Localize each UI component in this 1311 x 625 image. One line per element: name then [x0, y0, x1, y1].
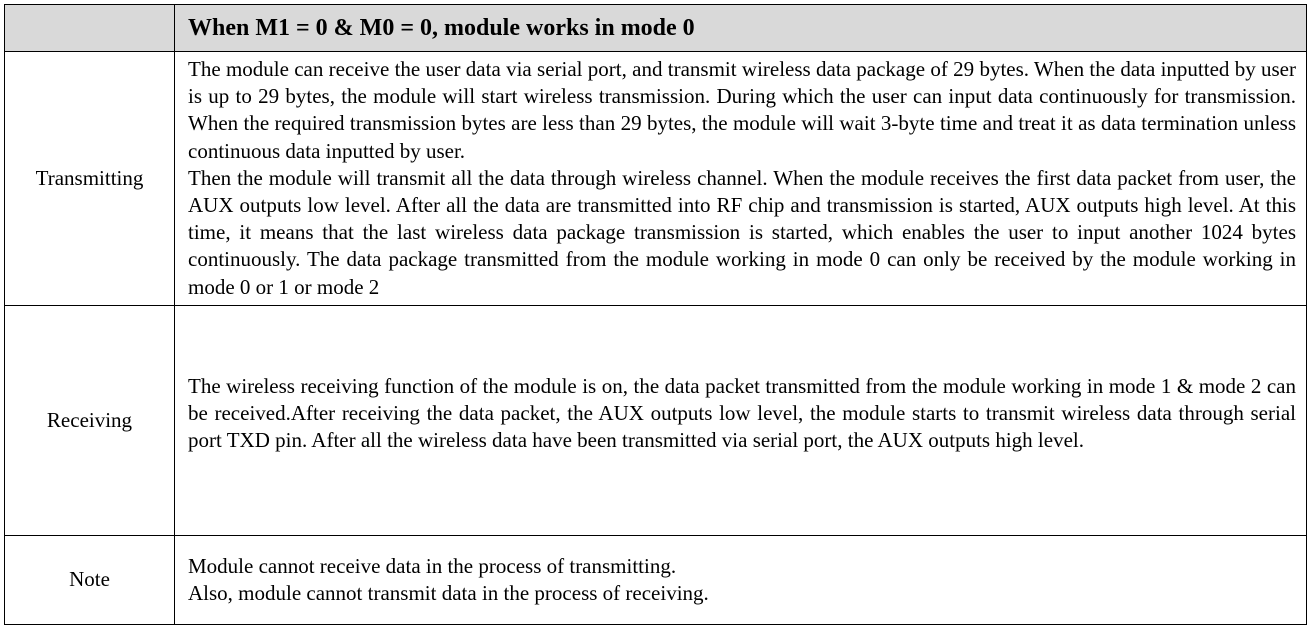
row-body-receiving [175, 305, 1307, 535]
row-label-receiving: Receiving [5, 305, 175, 535]
mode-0-table [4, 4, 1307, 625]
header-empty-cell [5, 5, 175, 52]
row-body-transmitting [175, 52, 1307, 306]
transmitting-paragraph-2: Then the module will transmit all the data through wireless channel. When the module receives the first data packet from user, the AUX outputs low level. After all the data are transmitted into RF chip and transmission is started, AUX outputs high level. At this time, it means that the last wireless data package transmission is started, which enables the user to input another 1024 bytes continuously. The data package transmitted from the module working in mode 0 can only be received by the module working in mode 0 or 1 or mode 2 [188, 165, 1296, 299]
note-line-2: Also, module cannot transmit data in the process of receiving. [188, 580, 709, 605]
receiving-paragraph-1: The wireless receiving function of the module is on, the data packet transmitted from the module working in mode 1 & mode 2 can be received.After receiving the data packet, the AUX outputs low level, the module starts to transmit wireless data through serial port TXD pin. After all the wireless data have been transmitted via serial port, the AUX outputs high level. [188, 373, 1296, 452]
row-label-transmitting: Transmitting [5, 52, 175, 306]
table-row-transmitting [5, 52, 1307, 306]
table-row-note [5, 535, 1307, 624]
note-line-1: Module cannot receive data in the process of transmitting. [188, 553, 677, 578]
table-title: When M1 = 0 & M0 = 0, module works in mode 0 [188, 15, 695, 41]
row-body-note [175, 535, 1307, 624]
table-header-row [5, 5, 1307, 52]
row-label-note: Note [5, 535, 175, 624]
header-title-cell [175, 5, 1307, 52]
transmitting-paragraph-1: The module can receive the user data via serial port, and transmit wireless data package of 29 bytes. When the data inputted by user is up to 29 bytes, the module will start wireless transmission. During which the user can input data continuously for transmission. When the required transmission bytes are less than 29 bytes, the module will wait 3-byte time and treat it as data termination unless continuous data inputted by user. [188, 57, 1296, 163]
table-row-receiving [5, 305, 1307, 535]
